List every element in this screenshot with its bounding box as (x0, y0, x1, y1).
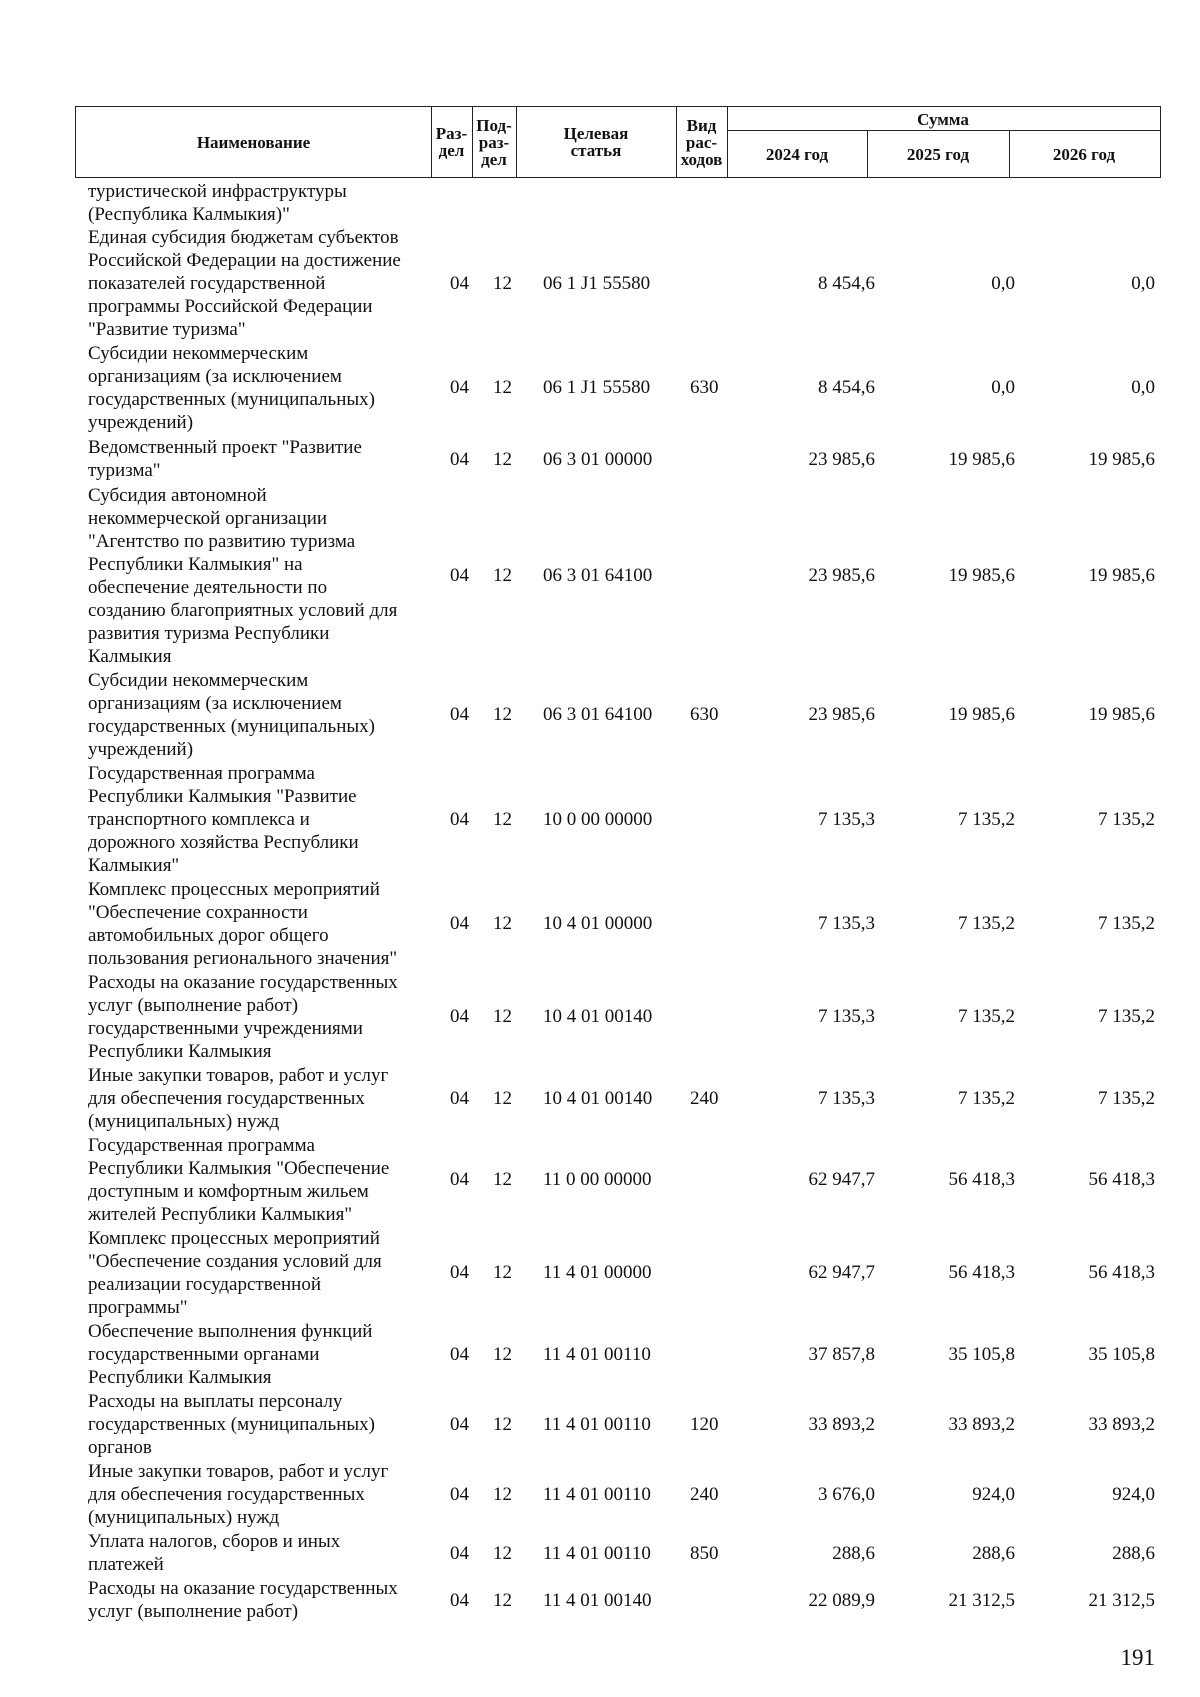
row-target-article: 10 0 00 00000 (543, 809, 653, 830)
row-podrazdel: 12 (493, 449, 512, 470)
row-2026: 35 105,8 (1088, 1344, 1155, 1365)
table-header (75, 106, 1161, 178)
row-target-article: 11 4 01 00110 (543, 1344, 651, 1365)
row-name: Комплекс процессных мероприятий "Обеспечение создания условий для реализации государственной программы" (88, 1228, 382, 1318)
row-2026: 7 135,2 (1098, 913, 1155, 934)
row-2026: 56 418,3 (1088, 1169, 1155, 1190)
row-2024: 62 947,7 (808, 1262, 875, 1283)
row-2025: 19 985,6 (948, 449, 1015, 470)
row-target-article: 06 1 J1 55580 (543, 377, 651, 398)
row-2025: 21 312,5 (948, 1590, 1015, 1611)
header-year-2026: 2026 год (1052, 144, 1116, 164)
row-name: Субсидии некоммерческим организациям (за исключением государственных (муниципальных) учреждений) (88, 343, 375, 433)
row-2026: 0,0 (1131, 273, 1155, 294)
row-razdel: 04 (450, 704, 469, 725)
row-name: Государственная программа Республики Калмыкия "Развитие транспортного комплекса и дорожного хозяйства Республики Калмыкия" (88, 763, 359, 876)
header-year-2025: 2025 год (906, 144, 970, 164)
header-name: Наименование (196, 132, 311, 152)
row-expense-type: 240 (690, 1088, 719, 1109)
row-2024: 8 454,6 (818, 377, 875, 398)
header-podrazdel: Под- раз- дел (476, 115, 512, 169)
row-expense-type: 240 (690, 1484, 719, 1505)
row-name: Расходы на выплаты персоналу государственных (муниципальных) органов (88, 1391, 375, 1458)
row-2025: 7 135,2 (958, 809, 1015, 830)
row-2025: 33 893,2 (948, 1414, 1015, 1435)
header-sum: Сумма (917, 109, 969, 129)
row-podrazdel: 12 (493, 1169, 512, 1190)
row-2025: 0,0 (991, 273, 1015, 294)
row-name: Ведомственный проект "Развитие туризма" (88, 437, 362, 481)
row-target-article: 11 4 01 00000 (543, 1262, 652, 1283)
row-2026: 7 135,2 (1098, 809, 1155, 830)
row-target-article: 06 3 01 00000 (543, 449, 653, 470)
row-podrazdel: 12 (493, 273, 512, 294)
row-expense-type: 630 (690, 704, 719, 725)
row-2025: 56 418,3 (948, 1169, 1015, 1190)
row-name: Субсидии некоммерческим организациям (за исключением государственных (муниципальных) учреждений) (88, 670, 375, 760)
row-2025: 7 135,2 (958, 1088, 1015, 1109)
row-name: Расходы на оказание государственных услуг (выполнение работ) государственными учреждениями Республики Калмыкия (88, 972, 398, 1062)
row-target-article: 11 4 01 00110 (543, 1414, 651, 1435)
row-target-article: 06 3 01 64100 (543, 704, 653, 725)
row-2026: 0,0 (1131, 377, 1155, 398)
row-2025: 0,0 (991, 377, 1015, 398)
row-2024: 288,6 (832, 1543, 875, 1564)
row-2026: 33 893,2 (1088, 1414, 1155, 1435)
row-razdel: 04 (450, 1169, 469, 1190)
row-target-article: 11 4 01 00110 (543, 1484, 651, 1505)
row-podrazdel: 12 (493, 377, 512, 398)
row-razdel: 04 (450, 1484, 469, 1505)
row-razdel: 04 (450, 809, 469, 830)
row-razdel: 04 (450, 377, 469, 398)
row-2024: 22 089,9 (808, 1590, 875, 1611)
row-podrazdel: 12 (493, 704, 512, 725)
row-2026: 288,6 (1112, 1543, 1155, 1564)
row-name: туристической инфраструктуры (Республика Калмыкия)" (88, 181, 347, 225)
page-number: 191 (1120, 1645, 1155, 1670)
row-name: Государственная программа Республики Калмыкия "Обеспечение доступным и комфортным жильем жителей Республики Калмыкия" (88, 1135, 390, 1225)
header-year-2024: 2024 год (765, 144, 829, 164)
row-podrazdel: 12 (493, 1262, 512, 1283)
row-2024: 62 947,7 (808, 1169, 875, 1190)
row-2024: 8 454,6 (818, 273, 875, 294)
row-razdel: 04 (450, 273, 469, 294)
row-2024: 23 985,6 (808, 565, 875, 586)
row-razdel: 04 (450, 913, 469, 934)
row-2024: 7 135,3 (818, 1006, 875, 1027)
row-2024: 3 676,0 (818, 1484, 875, 1505)
header-target-article: Целевая статья (563, 124, 629, 160)
row-2025: 56 418,3 (948, 1262, 1015, 1283)
row-razdel: 04 (450, 1262, 469, 1283)
row-podrazdel: 12 (493, 1590, 512, 1611)
row-expense-type: 630 (690, 377, 719, 398)
row-target-article: 06 3 01 64100 (543, 565, 653, 586)
row-podrazdel: 12 (493, 565, 512, 586)
row-target-article: 11 4 01 00110 (543, 1543, 651, 1564)
row-razdel: 04 (450, 1088, 469, 1109)
row-razdel: 04 (450, 1414, 469, 1435)
row-podrazdel: 12 (493, 1484, 512, 1505)
row-2024: 23 985,6 (808, 449, 875, 470)
row-name: Иные закупки товаров, работ и услуг для обеспечения государственных (муниципальных) нужд (88, 1065, 389, 1132)
row-name: Комплекс процессных мероприятий "Обеспечение сохранности автомобильных дорог общего пользования регионального значения" (88, 879, 398, 969)
row-2025: 7 135,2 (958, 913, 1015, 934)
row-2024: 7 135,3 (818, 913, 875, 934)
row-razdel: 04 (450, 449, 469, 470)
row-name: Единая субсидия бюджетам субъектов Российской Федерации на достижение показателей государственной программы Российской Федерации "Развитие туризма" (88, 227, 401, 340)
row-razdel: 04 (450, 1543, 469, 1564)
row-2025: 35 105,8 (948, 1344, 1015, 1365)
row-2026: 21 312,5 (1088, 1590, 1155, 1611)
row-target-article: 10 4 01 00140 (543, 1088, 653, 1109)
row-2024: 33 893,2 (808, 1414, 875, 1435)
row-podrazdel: 12 (493, 1006, 512, 1027)
row-podrazdel: 12 (493, 1088, 512, 1109)
row-podrazdel: 12 (493, 913, 512, 934)
row-name: Субсидия автономной некоммерческой организации "Агентство по развитию туризма Республики Калмыкия" на обеспечение деятельности по созданию благоприятных условий для развития туризма Республики Калмыкия (88, 485, 398, 667)
row-razdel: 04 (450, 1344, 469, 1365)
row-expense-type: 120 (690, 1414, 719, 1435)
row-podrazdel: 12 (493, 1543, 512, 1564)
row-2024: 37 857,8 (808, 1344, 875, 1365)
row-2026: 924,0 (1112, 1484, 1155, 1505)
row-2025: 7 135,2 (958, 1006, 1015, 1027)
row-target-article: 11 0 00 00000 (543, 1169, 652, 1190)
row-2026: 19 985,6 (1088, 565, 1155, 586)
row-2026: 7 135,2 (1098, 1088, 1155, 1109)
row-razdel: 04 (450, 565, 469, 586)
row-name: Расходы на оказание государственных услуг (выполнение работ) (88, 1578, 398, 1622)
row-podrazdel: 12 (493, 1344, 512, 1365)
row-2025: 19 985,6 (948, 704, 1015, 725)
row-name: Уплата налогов, сборов и иных платежей (88, 1531, 341, 1575)
header-razdel: Раз- дел (435, 124, 468, 160)
row-target-article: 11 4 01 00140 (543, 1590, 652, 1611)
row-2026: 19 985,6 (1088, 449, 1155, 470)
row-2025: 19 985,6 (948, 565, 1015, 586)
row-2024: 7 135,3 (818, 1088, 875, 1109)
row-expense-type: 850 (690, 1543, 719, 1564)
row-2024: 7 135,3 (818, 809, 875, 830)
row-2025: 924,0 (972, 1484, 1015, 1505)
row-razdel: 04 (450, 1006, 469, 1027)
row-2025: 288,6 (972, 1543, 1015, 1564)
row-name: Обеспечение выполнения функций государственными органами Республики Калмыкия (88, 1321, 373, 1388)
row-2026: 7 135,2 (1098, 1006, 1155, 1027)
row-podrazdel: 12 (493, 1414, 512, 1435)
row-2026: 19 985,6 (1088, 704, 1155, 725)
row-razdel: 04 (450, 1590, 469, 1611)
row-2024: 23 985,6 (808, 704, 875, 725)
row-2026: 56 418,3 (1088, 1262, 1155, 1283)
row-target-article: 10 4 01 00000 (543, 913, 653, 934)
row-podrazdel: 12 (493, 809, 512, 830)
row-target-article: 06 1 J1 55580 (543, 273, 651, 294)
header-expense-type: Вид рас- ходов (680, 115, 723, 169)
row-target-article: 10 4 01 00140 (543, 1006, 653, 1027)
row-name: Иные закупки товаров, работ и услуг для обеспечения государственных (муниципальных) нужд (88, 1461, 389, 1528)
